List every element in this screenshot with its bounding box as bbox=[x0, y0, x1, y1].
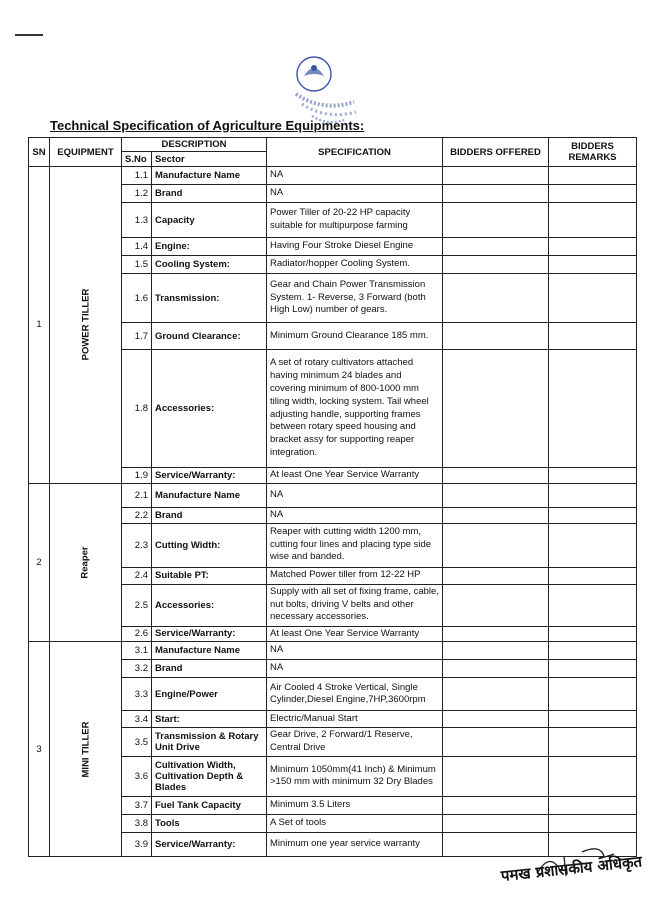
bidders-offered-cell[interactable] bbox=[443, 483, 549, 507]
bidders-offered-cell[interactable] bbox=[443, 203, 549, 238]
item-sector: Cultivation Width, Cultivation Depth & Blades bbox=[152, 756, 267, 796]
item-specification: At least One Year Service Warranty bbox=[267, 626, 443, 642]
bidders-offered-cell[interactable] bbox=[443, 185, 549, 203]
item-specification: A Set of tools bbox=[267, 814, 443, 832]
bidders-offered-cell[interactable] bbox=[443, 507, 549, 523]
bidders-remarks-cell[interactable] bbox=[549, 711, 637, 728]
header-sector: Sector bbox=[152, 152, 267, 167]
item-number: 1.2 bbox=[122, 185, 152, 203]
bidders-offered-cell[interactable] bbox=[443, 323, 549, 350]
bidders-offered-cell[interactable] bbox=[443, 626, 549, 642]
item-specification: NA bbox=[267, 185, 443, 203]
specification-table bbox=[28, 137, 637, 857]
item-number: 2.1 bbox=[122, 483, 152, 507]
bidders-remarks-cell[interactable] bbox=[549, 185, 637, 203]
group-sn: 1 bbox=[29, 167, 50, 484]
group-equipment bbox=[50, 642, 122, 857]
item-number: 2.3 bbox=[122, 523, 152, 567]
item-sector: Manufacture Name bbox=[152, 483, 267, 507]
item-sector: Tools bbox=[152, 814, 267, 832]
equipment-name: Reaper bbox=[80, 546, 91, 579]
bidders-offered-cell[interactable] bbox=[443, 660, 549, 678]
bidders-offered-cell[interactable] bbox=[443, 711, 549, 728]
bidders-remarks-cell[interactable] bbox=[549, 256, 637, 274]
item-specification: Gear and Chain Power Transmission System. 1- Reverse, 3 Forward (both High Low) number of gears. bbox=[267, 274, 443, 323]
item-sector: Service/Warranty: bbox=[152, 468, 267, 484]
item-specification: NA bbox=[267, 642, 443, 660]
item-sector: Brand bbox=[152, 507, 267, 523]
item-sector: Suitable PT: bbox=[152, 567, 267, 584]
bidders-offered-cell[interactable] bbox=[443, 642, 549, 660]
item-number: 3.3 bbox=[122, 678, 152, 711]
bidders-remarks-cell[interactable] bbox=[549, 167, 637, 185]
item-number: 1.4 bbox=[122, 238, 152, 256]
item-sector: Engine/Power bbox=[152, 678, 267, 711]
item-number: 1.1 bbox=[122, 167, 152, 185]
item-number: 2.5 bbox=[122, 584, 152, 626]
item-sector: Transmission & Rotary Unit Drive bbox=[152, 728, 267, 757]
item-number: 3.6 bbox=[122, 756, 152, 796]
bidders-remarks-cell[interactable] bbox=[549, 814, 637, 832]
item-sector: Service/Warranty: bbox=[152, 832, 267, 856]
header-sno: S.No bbox=[122, 152, 152, 167]
item-specification: Minimum Ground Clearance 185 mm. bbox=[267, 323, 443, 350]
top-mark bbox=[15, 34, 43, 36]
item-specification: Gear Drive, 2 Forward/1 Reserve, Central Drive bbox=[267, 728, 443, 757]
item-sector: Brand bbox=[152, 660, 267, 678]
item-number: 3.4 bbox=[122, 711, 152, 728]
bidders-offered-cell[interactable] bbox=[443, 350, 549, 468]
bidders-offered-cell[interactable] bbox=[443, 567, 549, 584]
item-number: 3.8 bbox=[122, 814, 152, 832]
header-specification: SPECIFICATION bbox=[267, 138, 443, 167]
item-sector: Engine: bbox=[152, 238, 267, 256]
item-number: 1.6 bbox=[122, 274, 152, 323]
item-specification: Having Four Stroke Diesel Engine bbox=[267, 238, 443, 256]
header-bidders-remarks: BIDDERS REMARKS bbox=[549, 138, 637, 167]
header-bidders-offered: BIDDERS OFFERED bbox=[443, 138, 549, 167]
group-equipment bbox=[50, 167, 122, 484]
item-sector: Capacity bbox=[152, 203, 267, 238]
item-specification: Matched Power tiller from 12-22 HP bbox=[267, 567, 443, 584]
bidders-offered-cell[interactable] bbox=[443, 274, 549, 323]
bidders-remarks-cell[interactable] bbox=[549, 523, 637, 567]
table-row bbox=[29, 483, 637, 507]
bidders-remarks-cell[interactable] bbox=[549, 468, 637, 484]
item-number: 1.7 bbox=[122, 323, 152, 350]
equipment-name: MINI TILLER bbox=[79, 721, 91, 778]
item-number: 2.6 bbox=[122, 626, 152, 642]
bidders-remarks-cell[interactable] bbox=[549, 642, 637, 660]
item-sector: Cutting Width: bbox=[152, 523, 267, 567]
bidders-offered-cell[interactable] bbox=[443, 256, 549, 274]
bidders-remarks-cell[interactable] bbox=[549, 756, 637, 796]
item-number: 2.2 bbox=[122, 507, 152, 523]
header-equipment: EQUIPMENT bbox=[50, 138, 122, 167]
equipment-name: POWER TILLER bbox=[80, 289, 92, 361]
bidders-offered-cell[interactable] bbox=[443, 238, 549, 256]
bidders-remarks-cell[interactable] bbox=[549, 483, 637, 507]
bidders-remarks-cell[interactable] bbox=[549, 323, 637, 350]
bidders-offered-cell[interactable] bbox=[443, 756, 549, 796]
group-equipment bbox=[50, 483, 122, 642]
document-title: Technical Specification of Agriculture Equipments: bbox=[50, 118, 365, 133]
item-specification: Air Cooled 4 Stroke Vertical, Single Cylinder,Diesel Engine,7HP,3600rpm bbox=[267, 678, 443, 711]
header-description: DESCRIPTION bbox=[122, 138, 267, 152]
item-number: 2.4 bbox=[122, 567, 152, 584]
item-specification: Radiator/hopper Cooling System. bbox=[267, 256, 443, 274]
table-row bbox=[29, 642, 637, 660]
bidders-remarks-cell[interactable] bbox=[549, 274, 637, 323]
bidders-offered-cell[interactable] bbox=[443, 814, 549, 832]
item-specification: NA bbox=[267, 483, 443, 507]
bidders-offered-cell[interactable] bbox=[443, 468, 549, 484]
item-sector: Service/Warranty: bbox=[152, 626, 267, 642]
bidders-remarks-cell[interactable] bbox=[549, 203, 637, 238]
item-sector: Manufacture Name bbox=[152, 167, 267, 185]
header-sn: SN bbox=[29, 138, 50, 167]
bidders-remarks-cell[interactable] bbox=[549, 728, 637, 757]
bidders-offered-cell[interactable] bbox=[443, 523, 549, 567]
item-sector: Accessories: bbox=[152, 584, 267, 626]
item-number: 1.9 bbox=[122, 468, 152, 484]
bidders-remarks-cell[interactable] bbox=[549, 678, 637, 711]
item-specification: Minimum one year service warranty bbox=[267, 832, 443, 856]
item-specification: NA bbox=[267, 507, 443, 523]
item-number: 3.1 bbox=[122, 642, 152, 660]
item-specification: Reaper with cutting width 1200 mm, cutting four lines and placing type side wise and banded. bbox=[267, 523, 443, 567]
item-specification: NA bbox=[267, 167, 443, 185]
group-sn: 3 bbox=[29, 642, 50, 857]
office-seal-logo bbox=[282, 46, 362, 126]
bidders-remarks-cell[interactable] bbox=[549, 584, 637, 626]
group-sn: 2 bbox=[29, 483, 50, 642]
item-number: 3.5 bbox=[122, 728, 152, 757]
bidders-remarks-cell[interactable] bbox=[549, 238, 637, 256]
item-sector: Cooling System: bbox=[152, 256, 267, 274]
table-row bbox=[29, 167, 637, 185]
item-sector: Manufacture Name bbox=[152, 642, 267, 660]
bidders-remarks-cell[interactable] bbox=[549, 507, 637, 523]
item-specification: Minimum 3.5 Liters bbox=[267, 796, 443, 814]
bidders-offered-cell[interactable] bbox=[443, 796, 549, 814]
item-number: 1.5 bbox=[122, 256, 152, 274]
bidders-remarks-cell[interactable] bbox=[549, 660, 637, 678]
table-body bbox=[29, 167, 637, 857]
item-number: 3.2 bbox=[122, 660, 152, 678]
item-number: 1.3 bbox=[122, 203, 152, 238]
bidders-remarks-cell[interactable] bbox=[549, 567, 637, 584]
item-sector: Transmission: bbox=[152, 274, 267, 323]
bidders-offered-cell[interactable] bbox=[443, 728, 549, 757]
item-number: 3.9 bbox=[122, 832, 152, 856]
bidders-remarks-cell[interactable] bbox=[549, 796, 637, 814]
item-sector: Accessories: bbox=[152, 350, 267, 468]
item-sector: Brand bbox=[152, 185, 267, 203]
item-sector: Start: bbox=[152, 711, 267, 728]
bidders-offered-cell[interactable] bbox=[443, 584, 549, 626]
item-sector: Fuel Tank Capacity bbox=[152, 796, 267, 814]
item-specification: Electric/Manual Start bbox=[267, 711, 443, 728]
item-sector: Ground Clearance: bbox=[152, 323, 267, 350]
item-specification: Supply with all set of fixing frame, cable, nut bolts, driving V belts and other necessary accessories. bbox=[267, 584, 443, 626]
item-specification: NA bbox=[267, 660, 443, 678]
bidders-offered-cell[interactable] bbox=[443, 678, 549, 711]
item-specification: Power Tiller of 20-22 HP capacity suitable for multipurpose farming bbox=[267, 203, 443, 238]
bidders-remarks-cell[interactable] bbox=[549, 350, 637, 468]
item-number: 3.7 bbox=[122, 796, 152, 814]
item-specification: At least One Year Service Warranty bbox=[267, 468, 443, 484]
item-specification: Minimum 1050mm(41 Inch) & Minimum >150 mm with minimum 32 Dry Blades bbox=[267, 756, 443, 796]
item-specification: A set of rotary cultivators attached having minimum 24 blades and covering minimum of 800-1000 mm tiling width, locking system. Tail wheel adjusting handle, supporting frames between rotary speed housing and bracket assy for supporting reaper integration. bbox=[267, 350, 443, 468]
official-stamp: पमख प्रशासकीय अधिकृत bbox=[500, 852, 643, 886]
item-number: 1.8 bbox=[122, 350, 152, 468]
bidders-remarks-cell[interactable] bbox=[549, 626, 637, 642]
bidders-offered-cell[interactable] bbox=[443, 167, 549, 185]
